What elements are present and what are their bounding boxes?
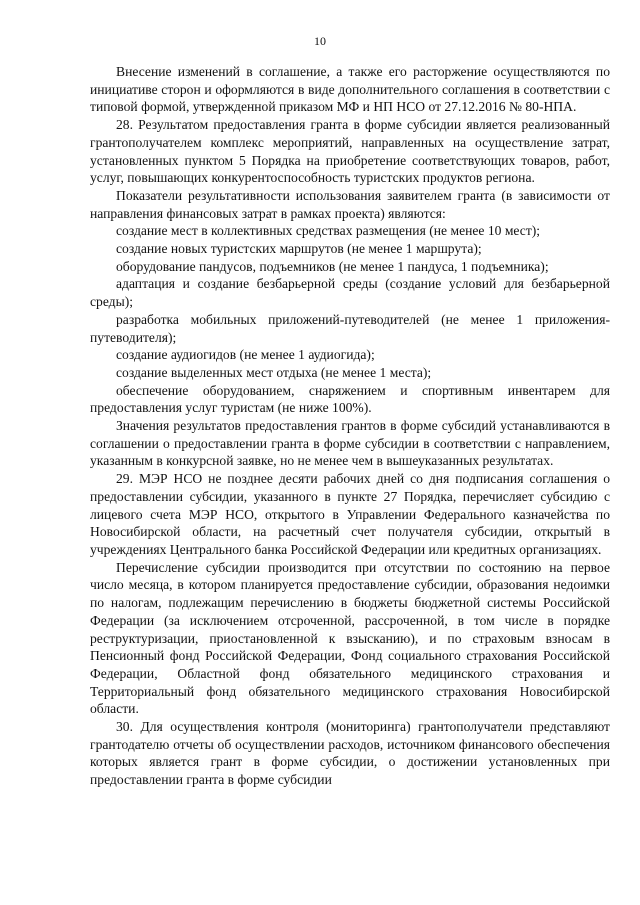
page-number: 10 <box>314 34 326 48</box>
indicator-item-accommodation: создание мест в коллективных средствах размещения (не менее 10 мест); <box>116 223 541 239</box>
paragraph-transfer-conditions: Перечисление субсидии производится при отсутствии по состоянию на первое число месяца, в котором планируется предоставление субсидии, образования недоимки по налогам, подлежащим перечислению в бюджеты бюджетной системы Российской Федерации (за исключением отсроченной, рассроченной, в том числе в порядке реструктуризации, приостановленной к взысканию), и по страховым взносам в Пенсионный фонд Российской Федерации, Фонд социального страхования Российской Федерации, Областной фонд обязательного медицинского страхования и Территориальный фонд обязательного медицинского страхования Новосибирской области. <box>90 559 610 717</box>
paragraph-item-28: 28. Результатом предоставления гранта в форме субсидии является реализованный грантополучателем комплекс мероприятий, направленных на осуществление затрат, установленных пунктом 5 Порядка на приобретение соответствующих товаров, работ, услуг, повышающих конкурентоспособность туристских продуктов региона. <box>90 117 610 186</box>
paragraph-indicators-intro: Показатели результативности использования заявителем гранта (в зависимости от направления финансовых затрат в рамках проекта) являются: <box>90 187 610 221</box>
paragraph-item-29: 29. МЭР НСО не позднее десяти рабочих дней со дня подписания соглашения о предоставлении субсидии, указанного в пункте 27 Порядка, перечисляет субсидию с лицевого счета МЭР НСО, открытого в Управлении Федерального казначейства по Новосибирской области, на расчетный счет получателя субсидии, открытый в учреждениях Центрального банка Российской Федерации или кредитных организациях. <box>90 471 610 557</box>
indicator-item-barrier-free: адаптация и создание безбарьерной среды (создание условий для безбарьерной среды); <box>90 276 610 310</box>
indicator-item-ramps: оборудование пандусов, подъемников (не менее 1 пандуса, 1 подъемника); <box>116 258 549 274</box>
indicator-item-equipment: обеспечение оборудованием, снаряжением и спортивным инвентарем для предоставления услуг туристам (не ниже 100%). <box>90 382 610 416</box>
indicator-item-rest-places: создание выделенных мест отдыха (не менее 1 места); <box>116 364 432 380</box>
paragraph-item-30: 30. Для осуществления контроля (мониторинга) грантополучатели представляют грантодателю отчеты об осуществлении расходов, источником финансового обеспечения которых является грант в форме субсидии, о достижении установленных при предоставлении гранта в форме субсидии <box>90 719 610 788</box>
document-body <box>90 63 610 789</box>
indicator-item-mobile-apps: разработка мобильных приложений-путеводителей (не менее 1 приложения-путеводителя); <box>90 311 610 345</box>
indicator-item-routes: создание новых туристских маршрутов (не менее 1 маршрута); <box>116 241 482 257</box>
paragraph-result-values: Значения результатов предоставления грантов в форме субсидий устанавливаются в соглашении о предоставлении гранта в форме субсидии в соответствии с направлением, указанным в конкурсной заявке, но не менее чем в вышеуказанных результатах. <box>90 418 610 469</box>
paragraph-amendments: Внесение изменений в соглашение, а также его расторжение осуществляются по инициативе сторон и оформляются в виде дополнительного соглашения в соответствии с типовой формой, утвержденной приказом МФ и НП НСО от 27.12.2016 № 80-НПА. <box>90 64 610 115</box>
indicator-item-audio-guides: создание аудиогидов (не менее 1 аудиогида); <box>116 347 375 363</box>
